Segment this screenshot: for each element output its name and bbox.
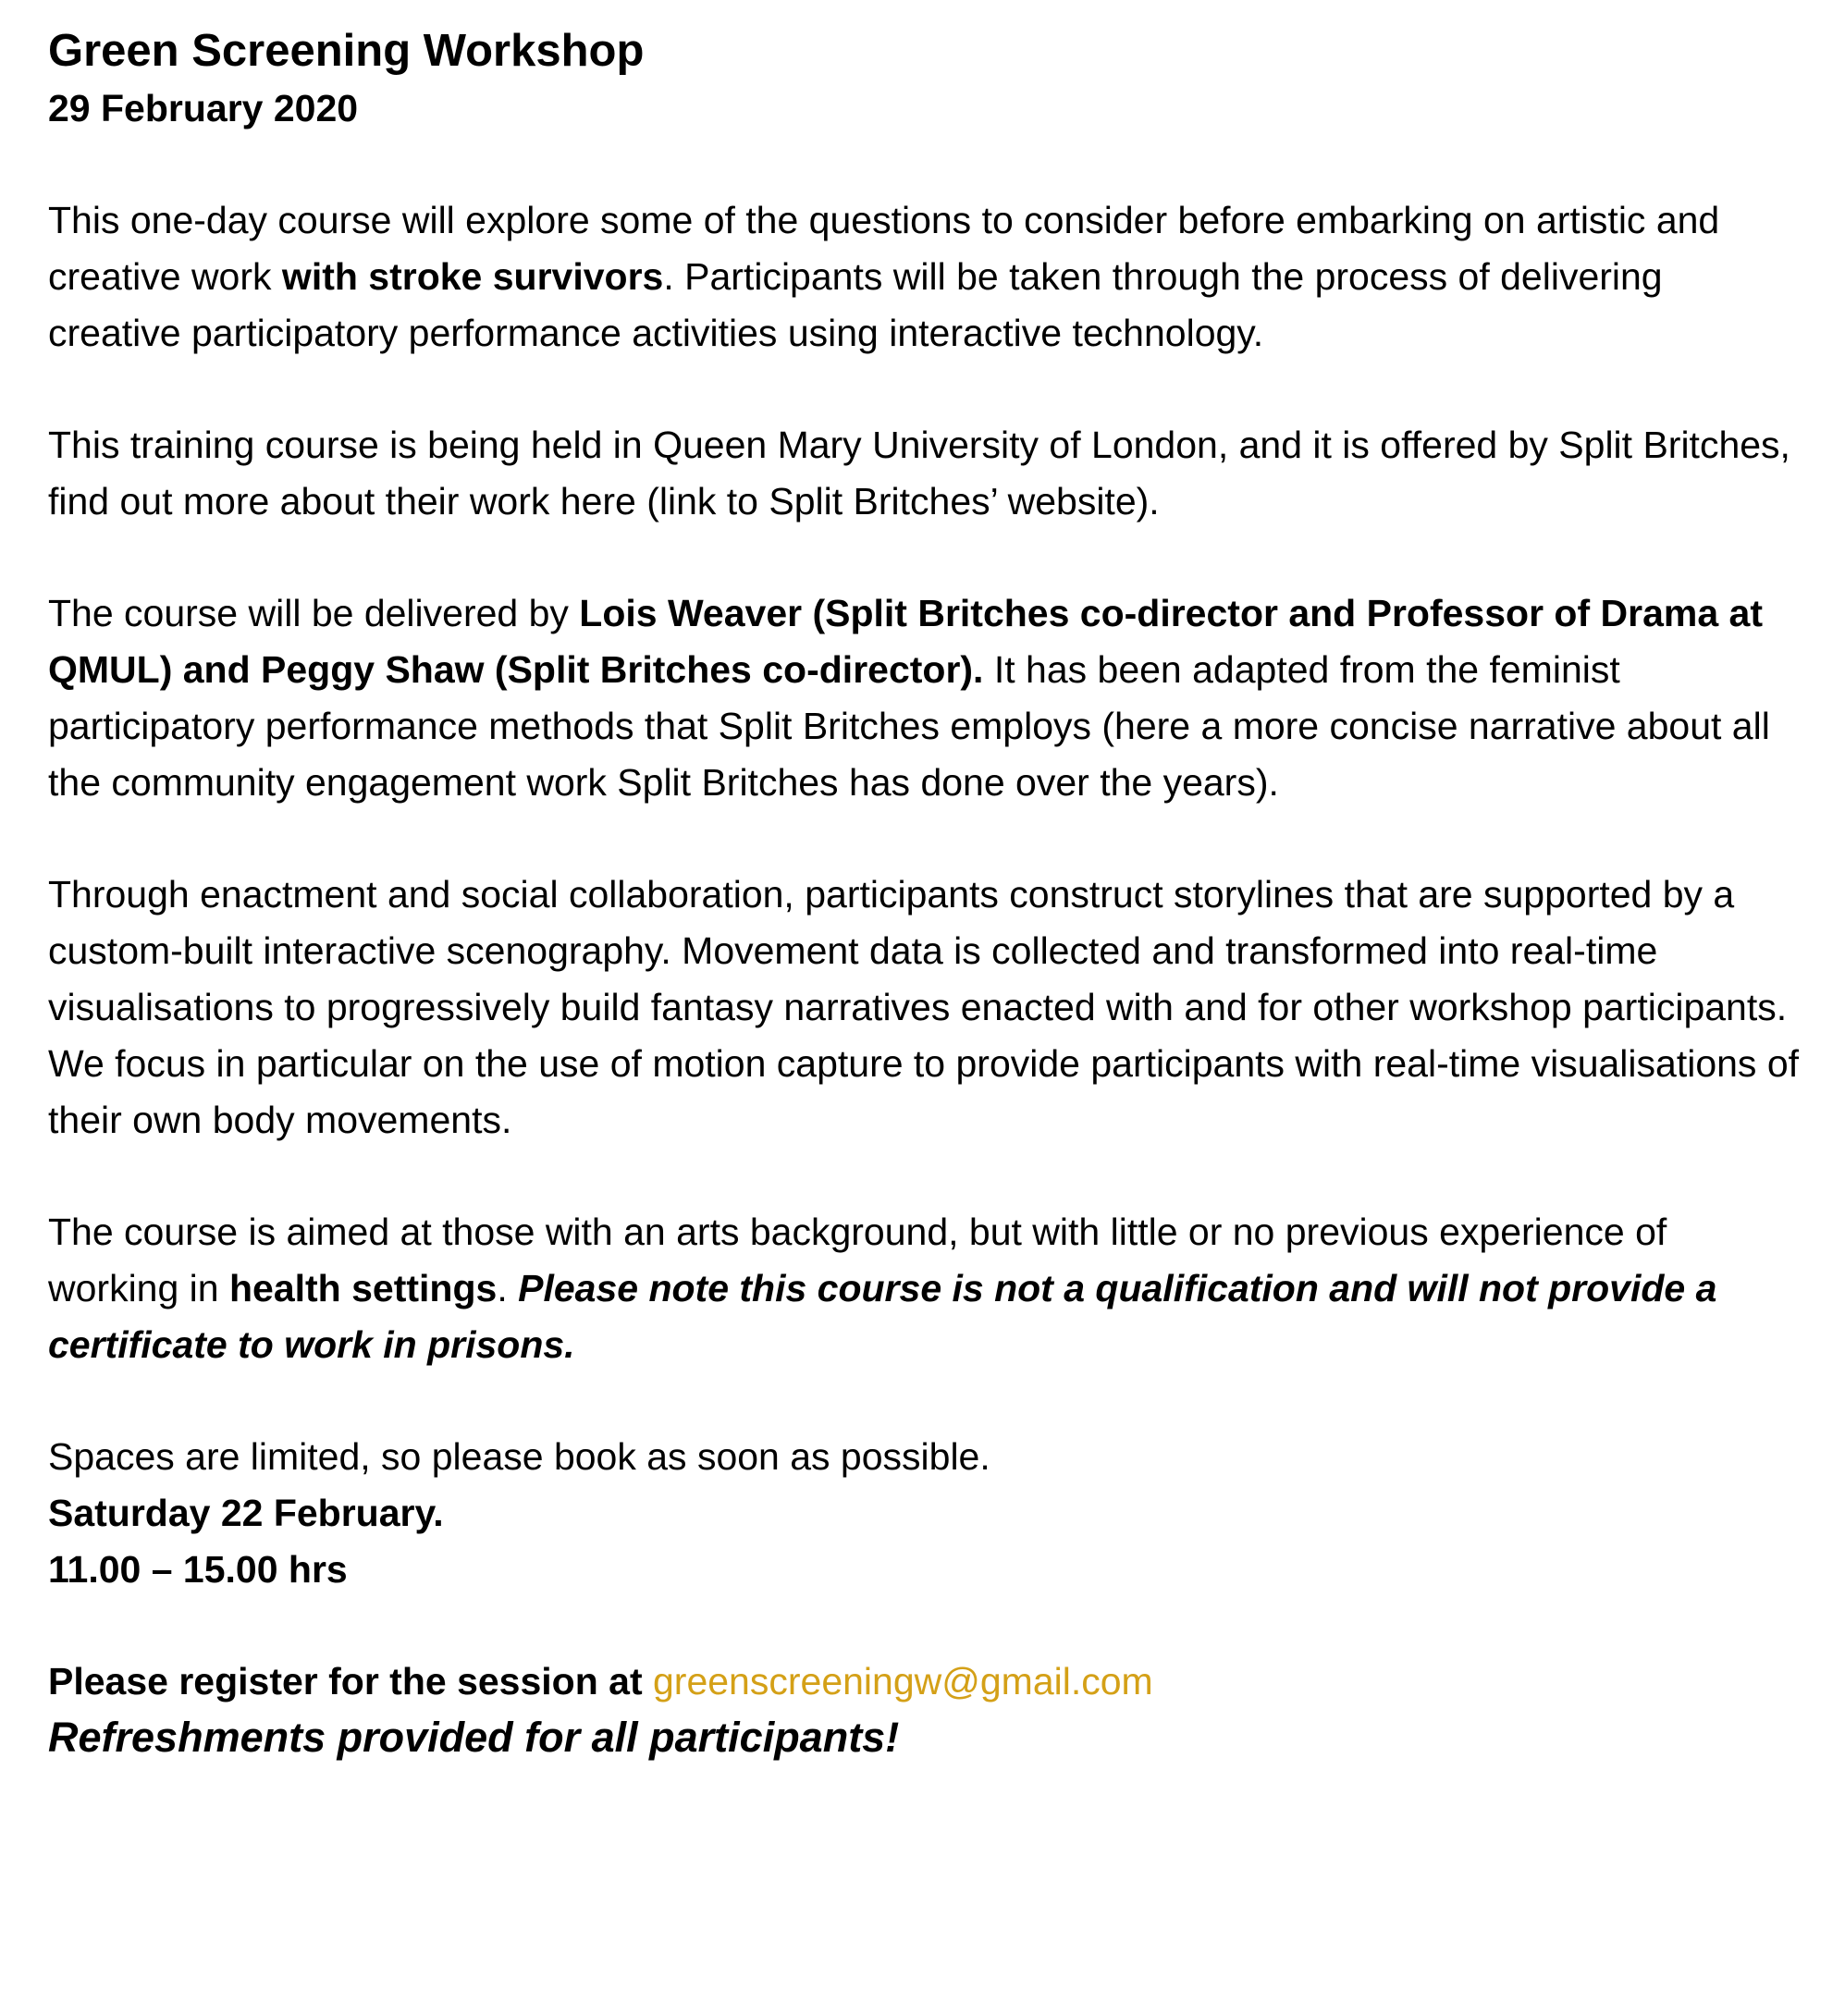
page-title: Green Screening Workshop <box>48 26 645 76</box>
delivery-bold: Lois Weaver (Split Britches co-director and Professor of Drama at QMUL) and Peggy Shaw (Split Britches co-director). <box>48 592 1763 691</box>
venue-paragraph: This training course is being held in Queen Mary University of London, and it is offered by Split Britches, find out more about their work here (link to Split Britches’ website). <box>48 424 1790 522</box>
booking-limited: Spaces are limited, so please book as soon as possible. <box>48 1435 990 1478</box>
method-paragraph: Through enactment and social collaboration, participants construct storylines that are supported by a custom-built interactive scenography. Movement data is collected and transformed into real-time visualisations to progressively build fantasy narratives enacted with and for other workshop participants. We focus in particular on the use of motion capture to provide participants with real-time visualisations of their own body movements. <box>48 873 1800 1141</box>
intro-text-1: This one-day course will explore some of the questions to consider before embarking on artistic and creative work <box>48 199 1720 298</box>
refreshments-note: Refreshments provided for all participants! <box>48 1714 900 1761</box>
page-date: 29 February 2020 <box>48 87 359 129</box>
intro-bold: with stroke survivors <box>281 255 664 298</box>
delivery-paragraph <box>48 585 1805 811</box>
document <box>48 22 1805 1765</box>
audience-text-1: The course is aimed at those with an arts background, but with little or no previous experience of working in <box>48 1211 1667 1309</box>
delivery-text-2: It has been adapted from the feminist participatory performance methods that Split Britches employs (here a more concise narrative about all the community engagement work Split Britches has done over the years). <box>48 648 1770 804</box>
delivery-text-1: The course will be delivered by <box>48 592 580 634</box>
register-email-link[interactable]: greenscreeningw@gmail.com <box>653 1660 1153 1703</box>
intro-text-2: . Participants will be taken through the process of delivering creative participatory performance activities using interactive technology. <box>48 255 1663 354</box>
booking-block <box>48 1429 1805 1598</box>
audience-text-2: . <box>497 1267 519 1309</box>
register-label: Please register for the session at <box>48 1660 653 1703</box>
audience-bold: health settings <box>228 1267 498 1309</box>
booking-time: 11.00 – 15.00 hrs <box>48 1548 348 1591</box>
booking-day: Saturday 22 February. <box>48 1492 444 1534</box>
register-line <box>48 1653 1805 1710</box>
audience-paragraph <box>48 1204 1805 1373</box>
audience-note: Please note this course is not a qualification and will not provide a certificate to work in prisons. <box>48 1267 1717 1366</box>
intro-paragraph <box>48 192 1805 362</box>
